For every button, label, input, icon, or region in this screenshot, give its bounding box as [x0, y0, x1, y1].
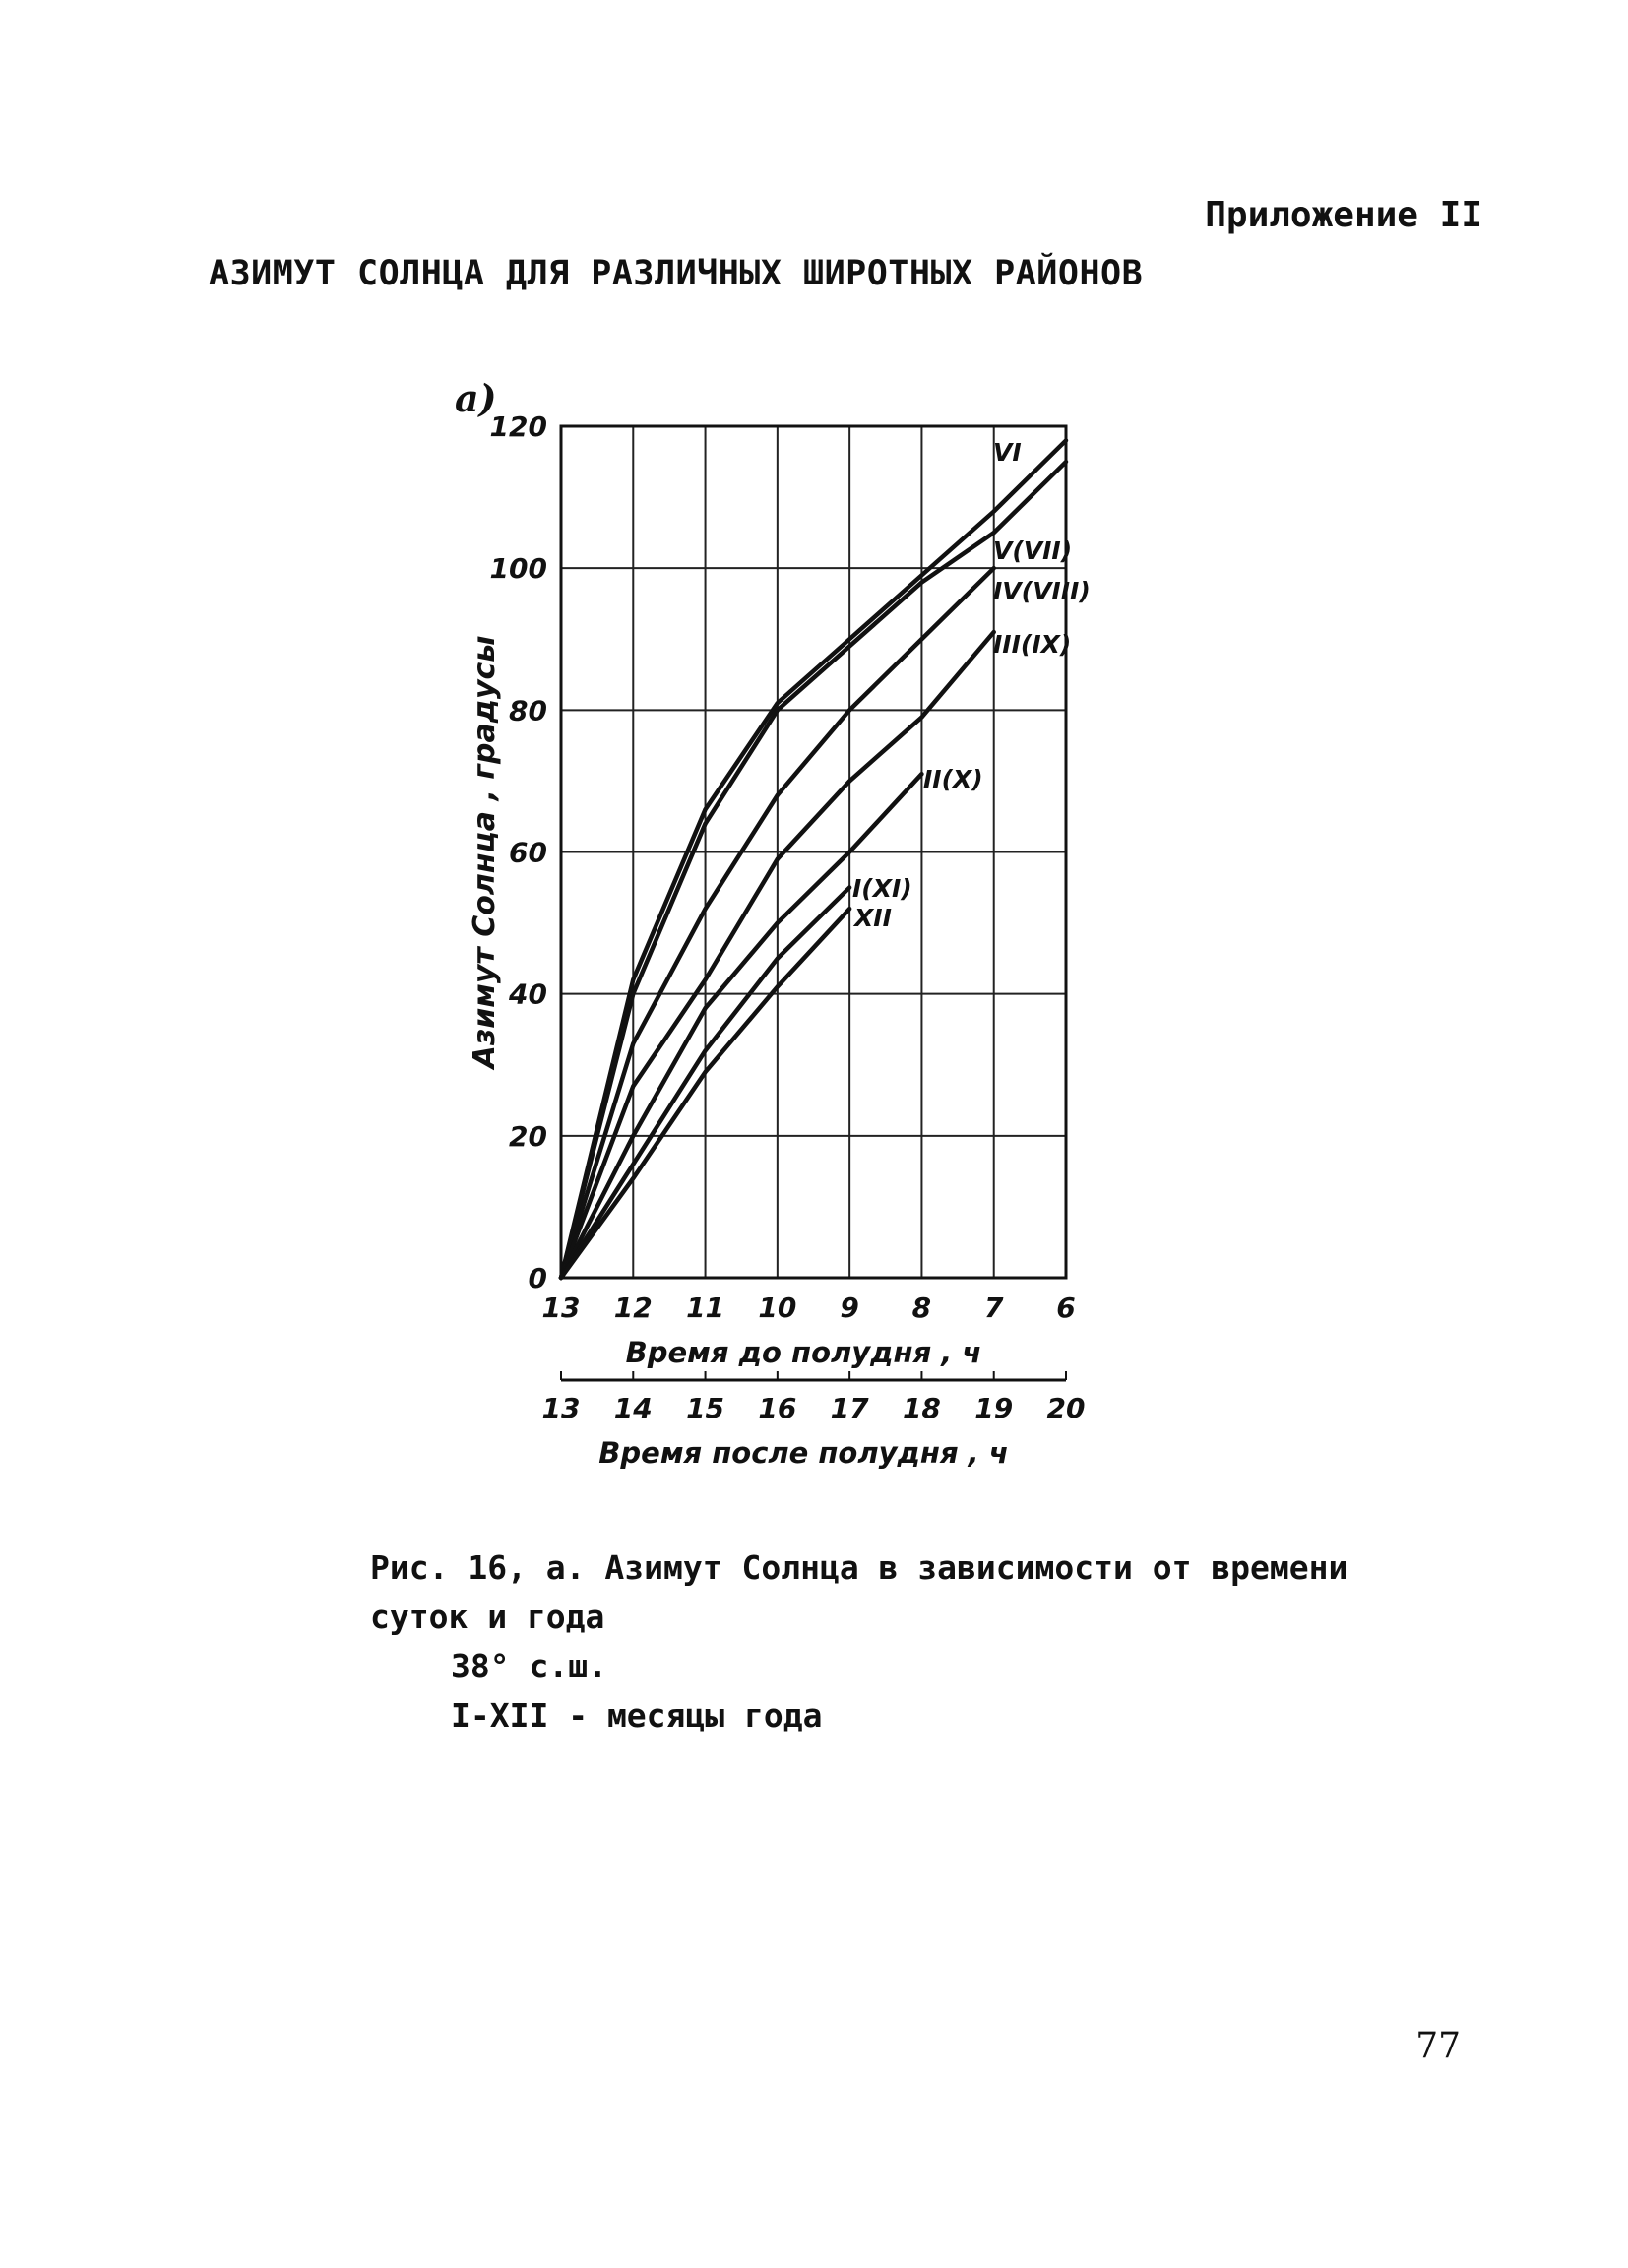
y-tick-label: 100 [489, 552, 547, 586]
x-tick-label-before-noon: 11 [686, 1292, 725, 1324]
page-number: 77 [1415, 2026, 1461, 2066]
y-tick-label: 80 [509, 694, 547, 727]
x-tick-label-before-noon: 6 [1056, 1292, 1076, 1324]
series-label: III(IX) [993, 630, 1072, 659]
x-tick-label-before-noon: 9 [840, 1292, 859, 1324]
y-tick-label: 120 [489, 410, 547, 443]
series-label: XII [854, 904, 892, 932]
series-label: II(X) [923, 765, 983, 793]
x-tick-label-after-noon: 17 [830, 1392, 869, 1424]
x-tick-label-after-noon: 13 [541, 1392, 581, 1424]
page-title: АЗИМУТ СОЛНЦА ДЛЯ РАЗЛИЧНЫХ ШИРОТНЫХ РАЙОНОВ [209, 254, 1144, 293]
y-tick-label: 40 [509, 977, 547, 1011]
x-tick-label-before-noon: 10 [758, 1292, 797, 1324]
figure-label: а) [455, 376, 497, 420]
x-tick-label-before-noon: 13 [541, 1292, 581, 1324]
series-label: I(XI) [852, 874, 912, 903]
figure-caption [370, 1544, 1347, 1740]
caption-line-3: 38° с.ш. [451, 1647, 607, 1685]
y-tick-label: 60 [509, 836, 547, 869]
caption-line-2: суток и года [370, 1598, 605, 1636]
x-tick-label-after-noon: 19 [974, 1392, 1014, 1424]
x-tick-label-after-noon: 15 [686, 1392, 725, 1424]
x-axis-label-after-noon: Время после полудня , ч [598, 1436, 1009, 1470]
appendix-label: Приложение II [1205, 195, 1482, 235]
y-axis-label: Азимут Солнца , градусы [468, 635, 502, 1069]
x-axis-label-before-noon: Время до полудня , ч [625, 1336, 982, 1369]
x-tick-label-after-noon: 20 [1046, 1392, 1086, 1424]
x-tick-label-before-noon: 8 [911, 1292, 932, 1324]
x-tick-label-after-noon: 18 [902, 1392, 941, 1424]
caption-line-1: Рис. 16, а. Азимут Солнца в зависимости от времени [370, 1548, 1348, 1587]
x-tick-label-before-noon: 12 [613, 1292, 653, 1324]
y-tick-label: 20 [509, 1119, 547, 1153]
series-line [561, 440, 1066, 1278]
series-label: V(VII) [993, 536, 1073, 565]
x-tick-label-before-noon: 7 [983, 1292, 1004, 1324]
x-tick-label-after-noon: 16 [758, 1392, 797, 1424]
series-label: IV(VIII) [993, 577, 1091, 605]
y-tick-label: 0 [528, 1262, 547, 1294]
caption-line-4: I-XII - месяцы года [451, 1696, 823, 1734]
x-tick-label-after-noon: 14 [613, 1392, 653, 1424]
series-label: VI [993, 438, 1022, 467]
